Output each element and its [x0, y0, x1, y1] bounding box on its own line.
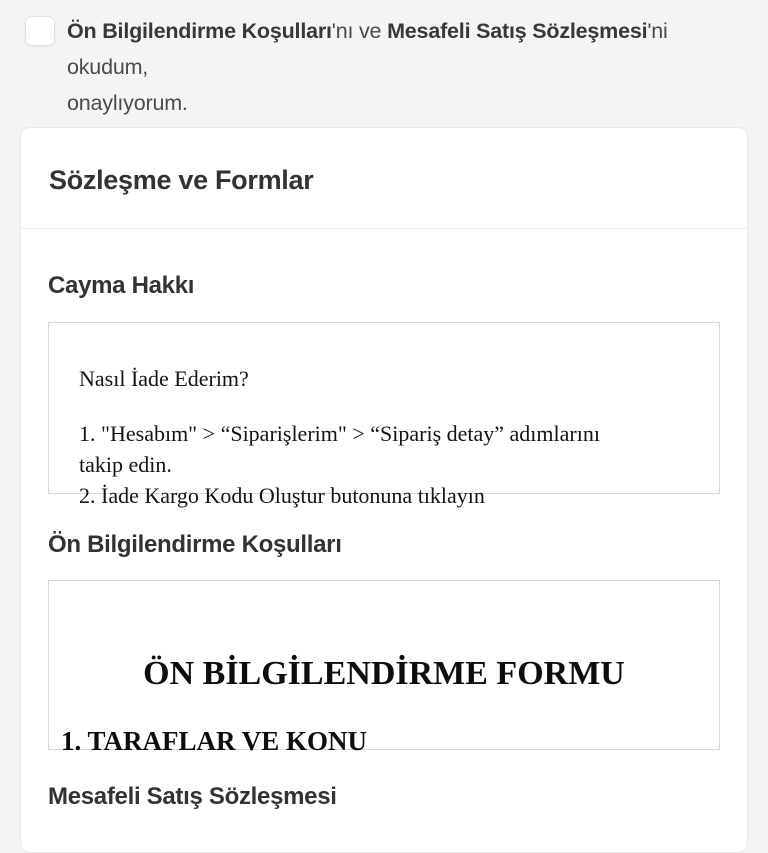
agreement-text-mid: 'nı ve [331, 19, 388, 43]
doc-step-line: takip edin. [79, 452, 172, 477]
section-heading-cayma-hakki: Cayma Hakkı [48, 272, 195, 299]
agreement-checkbox[interactable] [25, 16, 55, 46]
contracts-card-header [21, 128, 747, 229]
agreement-text-tail-2: onaylıyorum. [67, 91, 188, 115]
card-title: Sözleşme ve Formlar [49, 165, 314, 195]
cayma-hakki-document-viewer[interactable] [48, 322, 720, 508]
agreement-text [67, 13, 746, 121]
contracts-card [20, 127, 748, 853]
doc-step-line: 2. İade Kargo Kodu Oluştur butonuna tıklayın [79, 483, 485, 508]
pre-information-terms-link[interactable]: Ön Bilgilendirme Koşulları [67, 19, 332, 43]
section-heading-on-bilgilendirme: Ön Bilgilendirme Koşulları [48, 531, 342, 558]
contracts-card-body [21, 229, 747, 852]
distance-sales-contract-link[interactable]: Mesafeli Satış Sözleşmesi [387, 19, 648, 43]
section-heading-mesafeli-satis: Mesafeli Satış Sözleşmesi [48, 783, 337, 810]
doc-form-title: ÖN BİLGİLENDİRME FORMU [143, 655, 625, 692]
doc-form-section-heading: 1. TARAFLAR VE KONU [61, 726, 368, 756]
agreement-text-tail: 'ni okudum, [67, 19, 668, 79]
agreement-row [0, 0, 768, 121]
doc-question: Nasıl İade Ederim? [79, 366, 249, 391]
doc-step-line: 1. "Hesabım" > “Siparişlerim" > “Sipariş detay” adımlarını [79, 421, 600, 446]
on-bilgilendirme-document-viewer[interactable] [48, 580, 720, 756]
